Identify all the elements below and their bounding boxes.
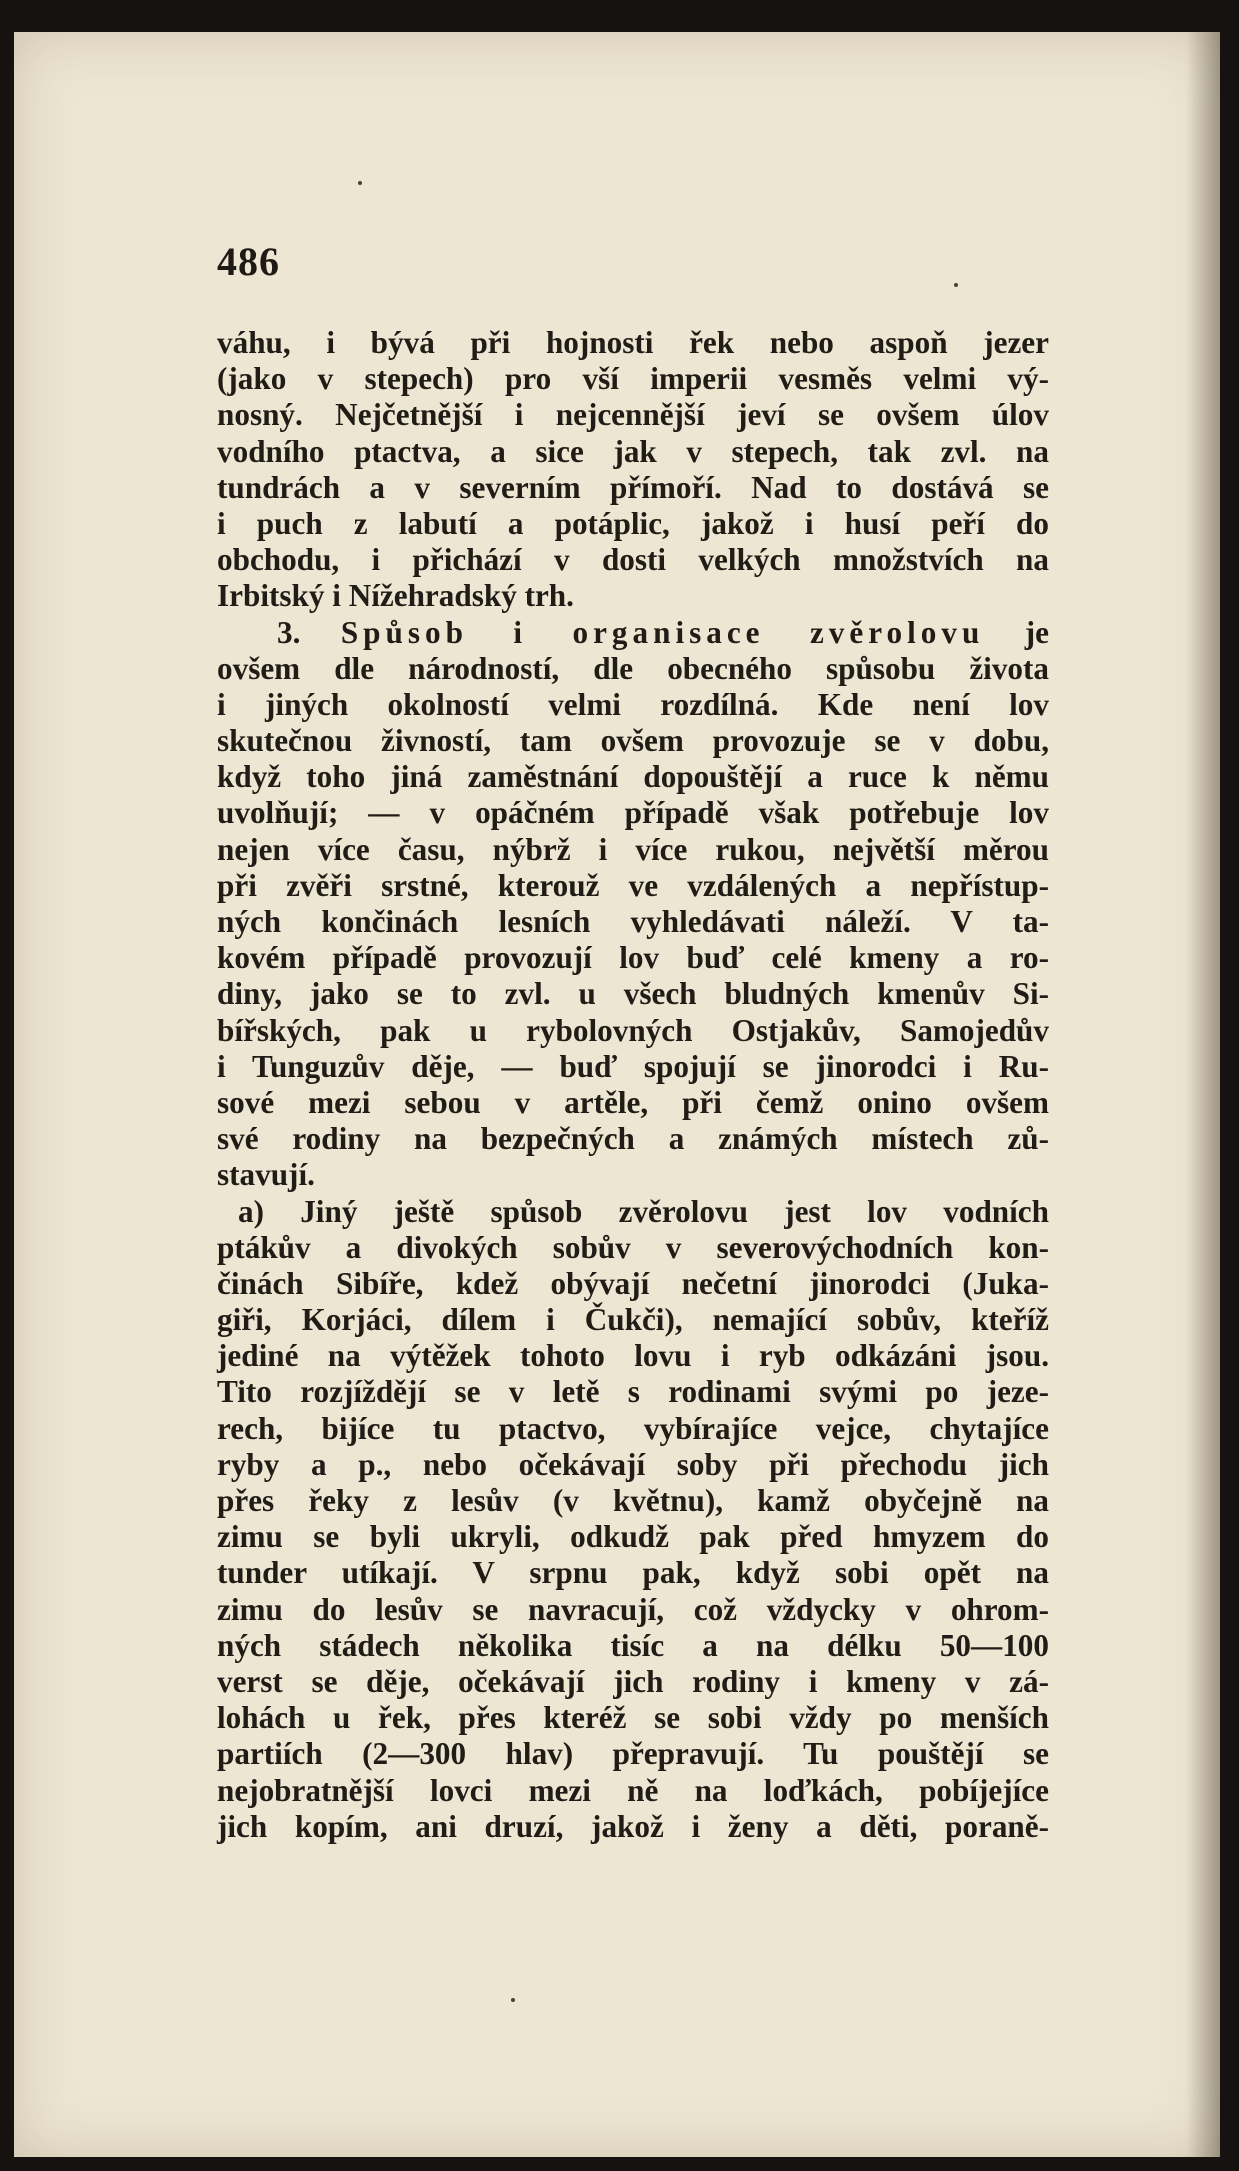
line-text: stavují. — [217, 1157, 315, 1193]
text-line — [217, 1773, 1049, 1809]
line-text: i Tunguzův děje, — buď spojují se jinorodci i Ru- — [217, 1048, 1049, 1084]
text-line — [217, 759, 1049, 795]
line-text: nejobratnější lovci mezi ně na loďkách, pobíjejíce — [217, 1772, 1049, 1808]
line-text: zimu do lesův se navracují, což vždycky v ohrom- — [217, 1591, 1049, 1627]
line-text: giři, Korjáci, dílem i Čukči), nemající sobův, kteříž — [217, 1302, 1049, 1338]
line-text: je — [984, 614, 1049, 650]
line-text: obchodu, i přichází v dosti velkých množstvích na — [217, 542, 1049, 578]
text-line — [217, 868, 1049, 904]
text-line — [217, 1085, 1049, 1121]
text-line — [217, 1411, 1049, 1447]
line-text: přes řeky z lesův (v květnu), kamž obyčejně na — [217, 1483, 1049, 1518]
text-line — [217, 1483, 1049, 1519]
text-line — [217, 1266, 1049, 1302]
line-text: lohách u řek, přes kteréž se sobi vždy po menších — [217, 1700, 1049, 1736]
text-line — [217, 1374, 1049, 1410]
text-line — [217, 542, 1049, 578]
line-text: při zvěři srstné, kterouž ve vzdálených a nepřístup- — [217, 867, 1049, 903]
line-text: kovém případě provozují lov buď celé kmeny a ro- — [217, 940, 1049, 976]
text-line — [217, 1555, 1049, 1591]
line-text: ryby a p., nebo očekávají soby při přechodu jich — [217, 1446, 1049, 1482]
line-text: tundrách a v severním přímoří. Nad to dostává se — [217, 469, 1049, 505]
text-line — [217, 1013, 1049, 1049]
text-line — [217, 615, 1049, 651]
text-line — [217, 940, 1049, 976]
text-line — [217, 1157, 1049, 1193]
text-line — [217, 434, 1049, 470]
line-text: váhu, i bývá při hojnosti řek nebo aspoň jezer — [217, 325, 1049, 360]
text-line — [217, 470, 1049, 506]
line-text: nosný. Nejčetnější i nejcennější jeví se ovšem úlov — [217, 397, 1049, 433]
text-line — [217, 1049, 1049, 1085]
text-line — [217, 1809, 1049, 1845]
line-text: nejen více času, nýbrž i více rukou, největší měrou — [217, 831, 1049, 867]
line-text: diny, jako se to zvl. u všech bludných kmenův Si- — [217, 976, 1049, 1012]
line-text: a) Jiný ještě spůsob zvěrolovu jest lov vodních — [238, 1193, 1049, 1229]
line-text: jediné na výtěžek tohoto lovu i ryb odkázáni jsou. — [217, 1338, 1049, 1374]
line-text: ovšem dle národností, dle obecného spůsobu života — [217, 650, 1049, 686]
line-text: ných stádech několika tisíc a na délku 50—100 — [217, 1627, 1049, 1663]
text-line — [217, 723, 1049, 759]
text-line — [217, 325, 1049, 361]
section-number: 3. — [277, 614, 341, 650]
text-line — [217, 904, 1049, 940]
line-text: ných končinách lesních vyhledávati náleží. V ta- — [217, 904, 1049, 939]
line-text: Irbitský i Nížehradský trh. — [217, 578, 574, 614]
line-text: zimu se byli ukryli, odkudž pak před hmyzem do — [217, 1519, 1049, 1555]
page-number: 486 — [217, 239, 280, 284]
page-edge-shadow — [1186, 32, 1220, 2157]
line-text: ptákův a divokých sobův v severovýchodních kon- — [217, 1229, 1049, 1265]
text-line — [217, 361, 1049, 397]
print-speck — [954, 283, 958, 287]
text-line — [217, 1519, 1049, 1555]
line-text: skutečnou živností, tam ovšem provozuje se v dobu, — [217, 723, 1049, 759]
line-text: uvolňují; — v opáčném případě však potřebuje lov — [217, 795, 1049, 831]
text-line — [217, 1592, 1049, 1628]
spaced-heading: Spůsob i organisace zvěrolovu — [340, 614, 985, 650]
line-text: Tito rozjíždějí se v letě s rodinami svými po jeze- — [217, 1374, 1049, 1410]
text-line — [217, 578, 1049, 614]
text-line — [217, 976, 1049, 1012]
text-line — [217, 1700, 1049, 1736]
text-line — [217, 1664, 1049, 1700]
text-line — [217, 1302, 1049, 1338]
text-line — [217, 832, 1049, 868]
line-text: partiích (2—300 hlav) přepravují. Tu pouštějí se — [217, 1736, 1049, 1772]
text-line — [217, 1230, 1049, 1266]
print-speck — [358, 181, 362, 185]
text-line — [217, 1194, 1049, 1230]
line-text: (jako v stepech) pro vší imperii vesměs velmi vý- — [217, 361, 1049, 397]
text-line — [217, 506, 1049, 542]
line-text: bířských, pak u rybolovných Ostjakův, Samojedův — [217, 1012, 1049, 1048]
text-line — [217, 1121, 1049, 1157]
line-text: své rodiny na bezpečných a známých místech zů- — [217, 1121, 1049, 1157]
text-line — [217, 651, 1049, 687]
line-text: vodního ptactva, a sice jak v stepech, tak zvl. na — [217, 433, 1049, 469]
text-line — [217, 1628, 1049, 1664]
text-line — [217, 1447, 1049, 1483]
text-line — [217, 397, 1049, 433]
line-text: činách Sibíře, kdež obývají nečetní jinorodci (Juka- — [217, 1265, 1049, 1301]
text-line — [217, 1736, 1049, 1772]
line-text: jich kopím, ani druzí, jakož i ženy a děti, poraně- — [217, 1808, 1049, 1844]
line-text: sové mezi sebou v artěle, při čemž onino ovšem — [217, 1084, 1049, 1120]
text-line — [217, 795, 1049, 831]
line-text: když toho jiná zaměstnání dopouštějí a ruce k němu — [217, 759, 1049, 795]
print-speck — [511, 1998, 515, 2002]
text-line — [217, 1338, 1049, 1374]
body-text — [217, 325, 1049, 1845]
line-text: tunder utíkají. V srpnu pak, když sobi opět na — [217, 1555, 1049, 1591]
line-text: verst se děje, očekávají jich rodiny i kmeny v zá- — [217, 1663, 1049, 1699]
line-text: i jiných okolností velmi rozdílná. Kde není lov — [217, 686, 1049, 722]
text-line — [217, 687, 1049, 723]
line-text: rech, bijíce tu ptactvo, vybírajíce vejce, chytajíce — [217, 1410, 1049, 1446]
line-text: i puch z labutí a potáplic, jakož i husí peří do — [217, 505, 1049, 541]
